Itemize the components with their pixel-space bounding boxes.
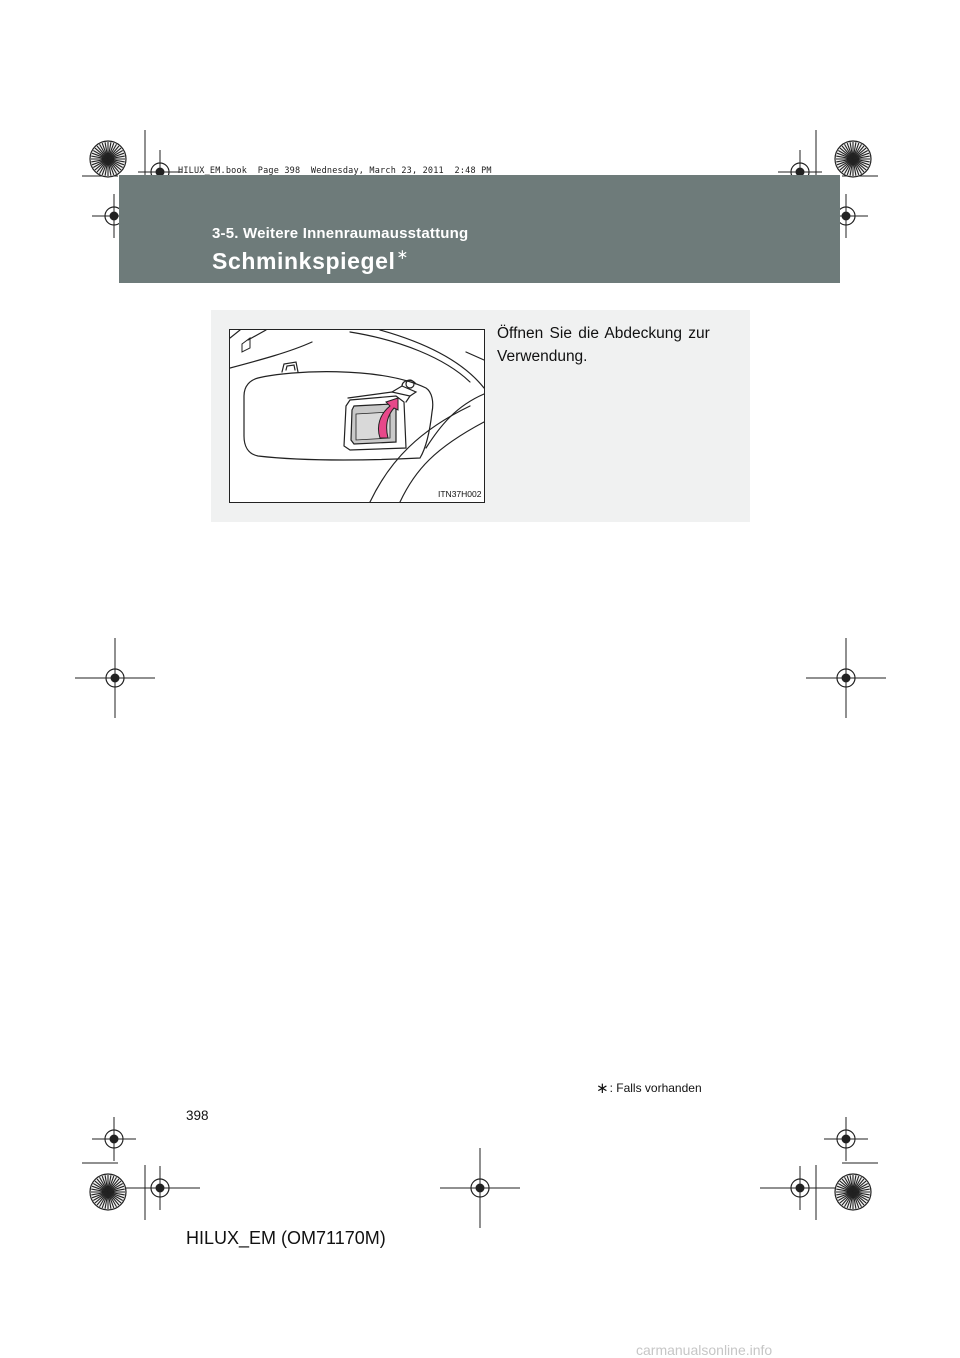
footnote bbox=[596, 1078, 702, 1096]
sun-visor-illustration bbox=[229, 329, 485, 503]
site-watermark: carmanualsonline.info bbox=[636, 1342, 773, 1358]
crosshair-target-icon bbox=[92, 1117, 136, 1161]
header-band bbox=[119, 175, 840, 283]
print-stamp: HILUX_EM.book Page 398 Wednesday, March 23, 2011 2:48 PM bbox=[178, 166, 492, 176]
starburst-target-icon bbox=[89, 140, 127, 178]
figure-code: ITN37H002 bbox=[438, 489, 482, 499]
instruction-text: Öffnen Sie die Abdeckung zur Verwendung. bbox=[497, 325, 710, 365]
starburst-target-icon bbox=[834, 140, 872, 178]
footnote-marker: ∗ bbox=[596, 1080, 609, 1097]
crosshair-target-icon bbox=[75, 638, 155, 718]
vanity-mirror-drawing bbox=[230, 330, 484, 502]
page-number: 398 bbox=[186, 1108, 209, 1123]
crosshair-target-icon bbox=[440, 1148, 520, 1228]
document-code: HILUX_EM (OM71170M) bbox=[186, 1228, 386, 1248]
crosshair-target-icon bbox=[760, 1166, 840, 1210]
crosshair-target-icon bbox=[120, 1166, 200, 1210]
optional-marker: ∗ bbox=[396, 246, 409, 262]
content-box bbox=[211, 310, 750, 522]
section-label: 3-5. Weitere Innenraumausstattung bbox=[212, 225, 469, 242]
crosshair-target-icon bbox=[806, 638, 886, 718]
starburst-target-icon bbox=[834, 1173, 872, 1211]
starburst-target-icon bbox=[89, 1173, 127, 1211]
footnote-text: : Falls vorhanden bbox=[609, 1081, 702, 1095]
page-title-text: Schminkspiegel bbox=[212, 248, 396, 274]
crosshair-target-icon bbox=[824, 1117, 868, 1161]
page-title bbox=[212, 248, 409, 275]
